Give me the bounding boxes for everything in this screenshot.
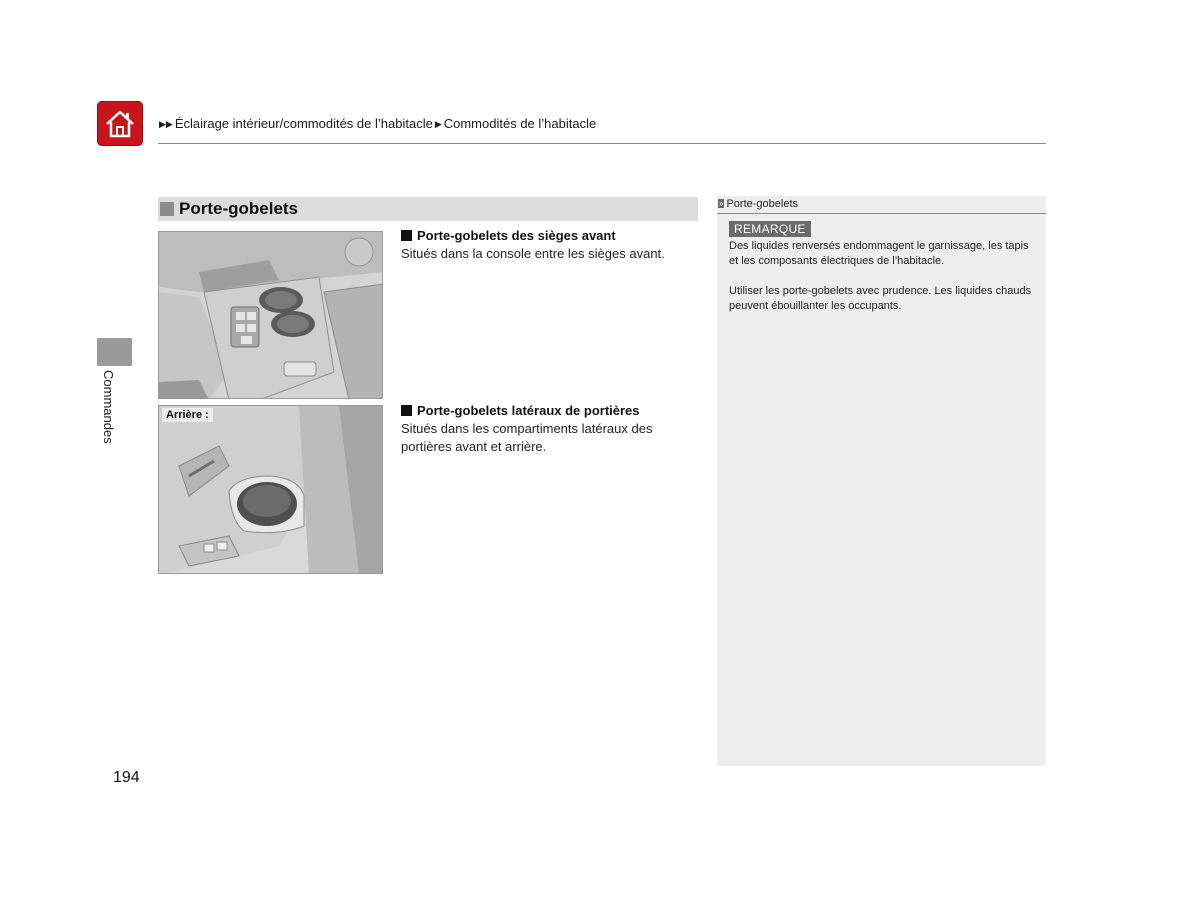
front-cupholder-image <box>158 231 383 399</box>
chapter-tab-marker <box>97 338 132 366</box>
subsection-door <box>401 403 701 456</box>
section-title-bar <box>158 197 698 221</box>
bullet-square-icon <box>401 405 412 416</box>
header-divider <box>158 143 1046 144</box>
home-button[interactable] <box>97 101 143 146</box>
note-paragraph: Utiliser les porte-gobelets avec prudence. Les liquides chauds peuvent ébouillanter les occupants. <box>729 285 1032 312</box>
subsection-body: Situés dans les compartiments latéraux des portières avant et arrière. <box>401 421 653 454</box>
subsection-heading-text: Porte-gobelets des sièges avant <box>417 228 616 243</box>
section-title: Porte-gobelets <box>179 199 299 218</box>
home-icon <box>103 108 137 140</box>
door-cupholder-image <box>158 405 383 574</box>
bullet-square-icon <box>401 230 412 241</box>
note-title <box>717 196 1046 214</box>
subsection-heading <box>401 228 701 243</box>
section-square-icon <box>160 202 174 216</box>
breadcrumb <box>159 116 596 131</box>
note-panel <box>717 196 1046 766</box>
rear-image-label: Arrière : <box>162 408 213 422</box>
remarque-badge: REMARQUE <box>729 221 811 237</box>
subsection-body: Situés dans la console entre les sièges avant. <box>401 246 665 261</box>
subsection-heading <box>401 403 701 418</box>
page-number: 194 <box>113 769 140 786</box>
breadcrumb-arrow-icon: ▶▶ <box>159 119 173 129</box>
note-paragraph: Des liquides renversés endommagent le garnissage, les tapis et les composants électriques de l’habitacle. <box>729 240 1029 267</box>
reference-arrow-icon: » <box>719 199 724 208</box>
breadcrumb-arrow-icon: ▶ <box>434 119 442 129</box>
breadcrumb-item[interactable]: Commodités de l’habitacle <box>443 116 597 131</box>
subsection-heading-text: Porte-gobelets latéraux de portières <box>417 403 640 418</box>
chapter-tab-label: Commandes <box>101 370 116 444</box>
subsection-front <box>401 228 701 263</box>
breadcrumb-item[interactable]: Éclairage intérieur/commodités de l’habitacle <box>174 116 433 131</box>
note-title-text: Porte-gobelets <box>726 198 798 210</box>
